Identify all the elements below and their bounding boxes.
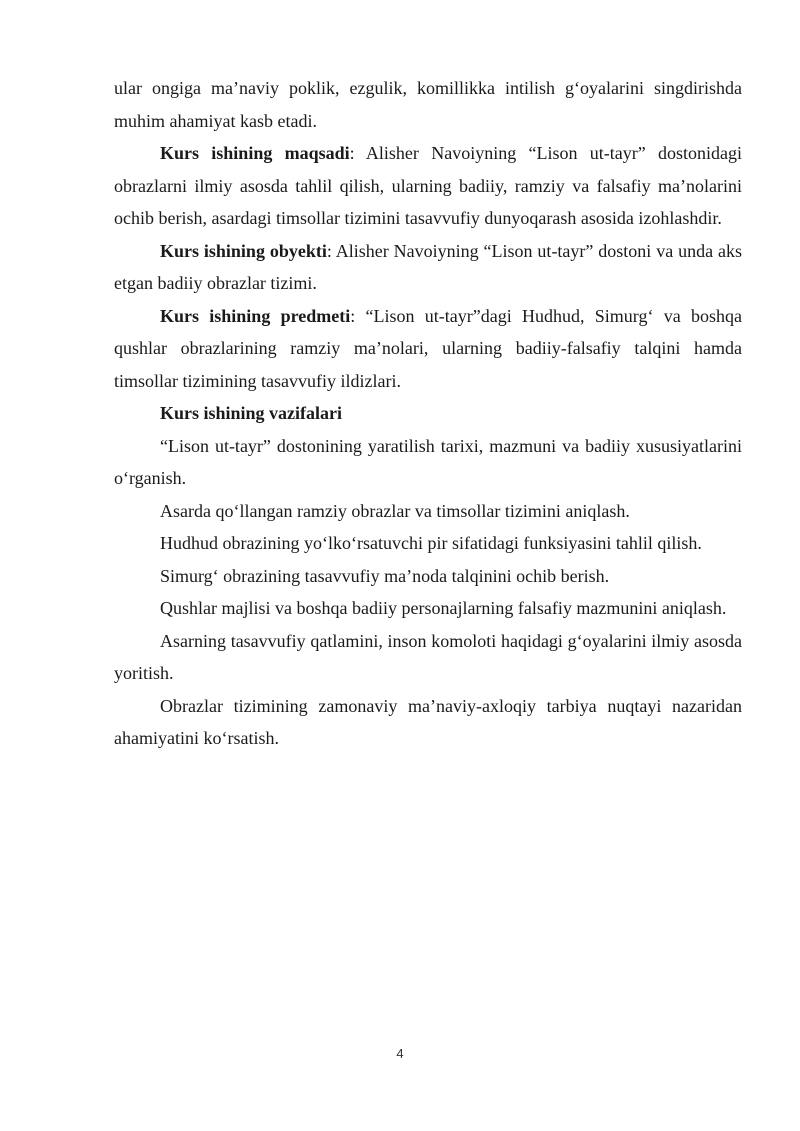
task-item-2: Asarda qo‘llangan ramziy obrazlar va timsollar tizimini aniqlash. [160, 500, 630, 521]
paragraph-intro-continuation: ular ongiga ma’naviy poklik, ezgulik, komillikka intilish g‘oyalarini singdirishda muhim ahamiyat kasb etadi. [114, 78, 742, 131]
task-item-4: Simurg‘ obrazining tasavvufiy ma’noda talqinini ochib berish. [160, 565, 610, 586]
page-body [114, 72, 742, 755]
paragraph-object [114, 235, 742, 300]
task-item-5: Qushlar majlisi va boshqa badiiy personajlarning falsafiy mazmunini aniqlash. [160, 598, 727, 618]
paragraph-aim [114, 137, 742, 235]
task-item-3: Hudhud obrazining yo‘lko‘rsatuvchi pir sifatidagi funksiyasini tahlil qilish. [160, 533, 702, 553]
task-item-1: “Lison ut-tayr” dostonining yaratilish tarixi, mazmuni va badiiy xususiyatlarini o‘rganish. [114, 435, 742, 488]
task-item-6: Asarning tasavvufiy qatlamini, inson komoloti haqidagi g‘oyalarini ilmiy asosda yoritish. [114, 630, 742, 683]
subject-label: Kurs ishining predmeti [160, 305, 351, 326]
aim-label: Kurs ishining maqsadi [160, 143, 350, 163]
task-item-7: Obrazlar tizimining zamonaviy ma’naviy-axloqiy tarbiya nuqtayi nazaridan ahamiyatini ko‘rsatish. [114, 695, 742, 748]
subject-text: : “Lison ut-tayr”dagi Hudhud, Simurg‘ va boshqa qushlar obrazlarining ramziy ma’nolari, ularning badiiy-falsafiy talqini hamda timsollar tizimining tasavvufiy ildizlari. [114, 305, 742, 391]
paragraph-subject [114, 300, 742, 398]
object-label: Kurs ishining obyekti [160, 240, 327, 261]
page-number: 4 [396, 1046, 404, 1061]
tasks-heading: Kurs ishining vazifalari [160, 403, 343, 423]
aim-text: : Alisher Navoiyning “Lison ut-tayr” dostonidagi obrazlarni ilmiy asosda tahlil qilish, ularning badiiy, ramziy va falsafiy ma’nolarini ochib berish, asardagi timsollar tizimini tasavvufiy dunyoqarash asosida izohlashdir. [114, 143, 742, 228]
object-text: : Alisher Navoiyning “Lison ut-tayr” dostoni va unda aks etgan badiiy obrazlar tizimi. [114, 240, 742, 293]
